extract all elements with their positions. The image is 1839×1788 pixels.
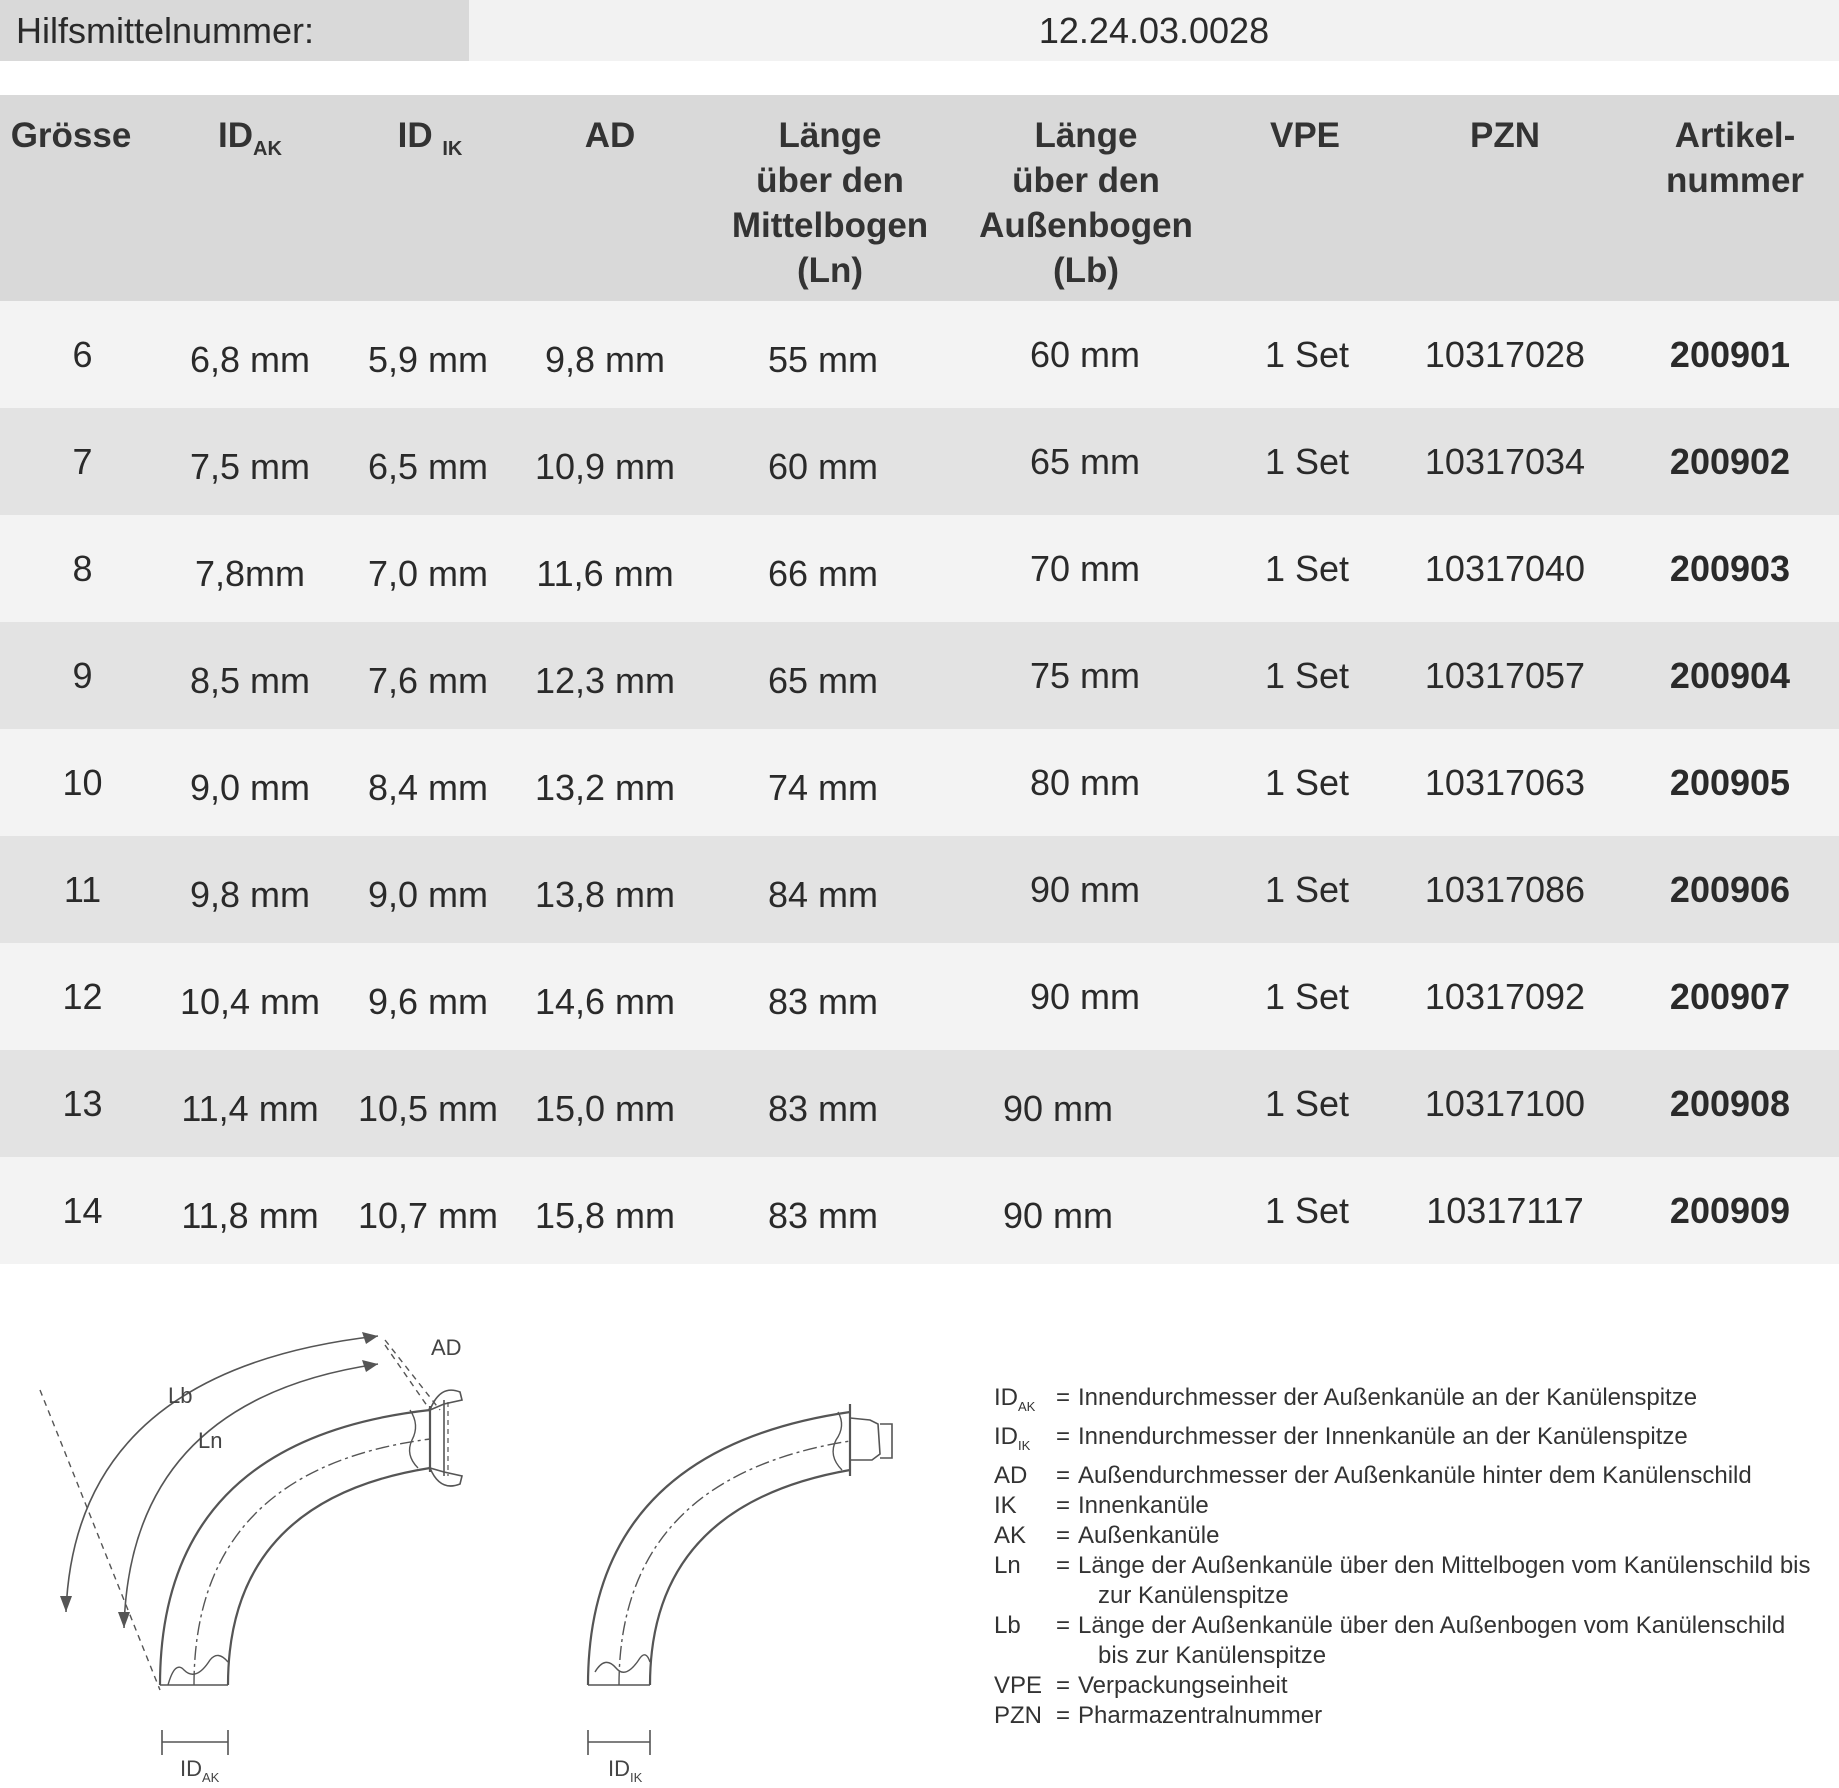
cell-id-ak: 7,5 mm [189, 446, 311, 487]
cell-size: 14 [62, 1190, 103, 1231]
label-ad: AD [431, 1335, 462, 1360]
legend-equals: = [1056, 1611, 1071, 1639]
cell-art: 200908 [1669, 1083, 1791, 1124]
inner-cannula-end [410, 1410, 418, 1468]
cell-ln: 55 mm [767, 339, 879, 380]
cell-lb: 60 mm [1029, 334, 1141, 375]
diagram-inner-cannula [560, 1300, 960, 1788]
header-vpe: VPE [1269, 116, 1341, 155]
lb-dimension-arc [66, 1336, 378, 1612]
cell-lb: 90 mm [1002, 1195, 1114, 1236]
cannula-inner-arc [228, 1468, 430, 1685]
cell-id-ak: 7,8mm [194, 553, 306, 594]
table-row [0, 408, 1839, 515]
cell-ln: 84 mm [767, 874, 879, 915]
legend-abbr: AD [994, 1461, 1028, 1489]
ad-extension-line [385, 1345, 430, 1410]
cell-pzn: 10317063 [1424, 762, 1586, 803]
legend-item [994, 1491, 1838, 1521]
cell-lb: 80 mm [1029, 762, 1141, 803]
ln-dimension-arc [124, 1364, 378, 1628]
cell-id-ik: 7,6 mm [367, 660, 489, 701]
table-row [0, 622, 1839, 729]
cell-size: 11 [63, 869, 102, 910]
cell-lb: 90 mm [1029, 976, 1141, 1017]
header-id-ak: $ID_{AK}$ [218, 116, 282, 160]
cell-pzn: 10317040 [1424, 548, 1586, 589]
label-id-ak: $ID_{AK}$ [180, 1756, 220, 1785]
cell-ad: 11,6 mm [536, 553, 674, 594]
cell-ad: 15,8 mm [534, 1195, 676, 1236]
cell-size: 6 [72, 334, 93, 375]
cell-ln: 83 mm [767, 981, 879, 1022]
cell-vpe: 1 Set [1264, 334, 1350, 375]
cell-id-ik: 7,0 mm [367, 553, 489, 594]
cell-ln: 65 mm [767, 660, 879, 701]
legend-item [994, 1383, 1838, 1422]
cell-ln: 66 mm [767, 553, 879, 594]
cell-art: 200901 [1669, 334, 1791, 375]
inner-cannula-tip [168, 1655, 228, 1685]
cell-id-ik: 8,4 mm [367, 767, 489, 808]
legend-abbr: PZN [994, 1701, 1042, 1729]
arrow-ln-start [118, 1612, 130, 1628]
cell-art: 200906 [1669, 869, 1791, 910]
cell-vpe: 1 Set [1264, 548, 1350, 589]
flange-top [430, 1390, 462, 1410]
cell-vpe: 1 Set [1264, 655, 1350, 696]
header-laenge-lb: Länge über den Außenbogen (Lb) [979, 116, 1193, 290]
legend-abbr: $ID_{AK}$ [994, 1384, 1036, 1414]
cell-ad: 15,0 mm [534, 1088, 676, 1129]
table-row [0, 943, 1839, 1050]
legend-item [994, 1422, 1838, 1461]
inner-end-wave [833, 1412, 842, 1470]
cell-id-ak: 11,4 mm [181, 1088, 319, 1129]
legend-abbr: VPE [994, 1671, 1043, 1699]
cell-id-ak: 10,4 mm [179, 981, 321, 1022]
cell-art: 200909 [1669, 1190, 1791, 1231]
hilfsmittel-number: 12.24.03.0028 [469, 0, 1839, 61]
inner-outer-arc [588, 1412, 850, 1685]
cell-ln: 74 mm [767, 767, 879, 808]
inner-cap [880, 1424, 892, 1458]
header-ad: AD [584, 116, 636, 155]
cell-id-ik: 10,5 mm [357, 1088, 499, 1129]
cell-id-ik: 9,6 mm [367, 981, 489, 1022]
cell-pzn: 10317100 [1424, 1083, 1586, 1124]
cell-id-ik: 5,9 mm [367, 339, 489, 380]
arrow-ln-end [362, 1360, 378, 1372]
legend-item [994, 1671, 1838, 1701]
cell-art: 200902 [1669, 441, 1791, 482]
cell-size: 13 [62, 1083, 103, 1124]
flange-bottom [430, 1468, 462, 1486]
inner-flange [850, 1418, 880, 1460]
legend-item [994, 1521, 1838, 1551]
cell-art: 200904 [1669, 655, 1791, 696]
cell-art: 200905 [1669, 762, 1791, 803]
cell-lb: 70 mm [1029, 548, 1141, 589]
table-row [0, 1157, 1839, 1264]
legend-equals: = [1056, 1461, 1071, 1489]
table-row [0, 836, 1839, 943]
legend-equals: = [1056, 1671, 1071, 1699]
cell-pzn: 10317092 [1424, 976, 1586, 1017]
abbreviation-legend [994, 1383, 1838, 1731]
legend-equals: = [1056, 1384, 1071, 1411]
legend-item [994, 1611, 1838, 1671]
cell-lb: 75 mm [1029, 655, 1141, 696]
legend-abbr: IK [994, 1491, 1017, 1519]
cell-size: 9 [72, 655, 93, 696]
legend-abbr: Ln [994, 1551, 1021, 1579]
legend-abbr: $ID_{IK}$ [994, 1422, 1031, 1453]
cell-id-ak: 9,8 mm [189, 874, 311, 915]
arrow-lb-end [362, 1332, 378, 1344]
cell-vpe: 1 Set [1264, 441, 1350, 482]
cell-ad: 13,2 mm [534, 767, 676, 808]
legend-definition: Außendurchmesser der Außenkanüle hinter dem Kanülenschild [1078, 1461, 1752, 1489]
cell-id-ik: 10,7 mm [357, 1195, 499, 1236]
cell-id-ak: 8,5 mm [189, 660, 311, 701]
cell-size: 12 [62, 976, 103, 1017]
legend-definition: Innendurchmesser der Außenkanüle an der Kanülenspitze [1078, 1384, 1698, 1411]
label-ln: Ln [198, 1428, 223, 1453]
cell-ln: 83 mm [767, 1088, 879, 1129]
cell-ln: 83 mm [767, 1195, 879, 1236]
cell-vpe: 1 Set [1264, 762, 1350, 803]
cell-vpe: 1 Set [1264, 976, 1350, 1017]
cell-art: 200907 [1669, 976, 1791, 1017]
hilfsmittel-bar [0, 0, 1839, 61]
cell-id-ak: 11,8 mm [181, 1195, 319, 1236]
legend-item [994, 1701, 1838, 1731]
cell-vpe: 1 Set [1264, 1190, 1350, 1231]
legend-equals: = [1056, 1551, 1071, 1579]
cell-lb: 65 mm [1029, 441, 1141, 482]
table-row [0, 729, 1839, 836]
legend-definition: Länge der Außenkanüle über den Außenbogen vom Kanülenschild bis zur Kanülenspitze [1078, 1611, 1786, 1669]
arrow-lb-start [60, 1596, 72, 1612]
product-table [0, 95, 1839, 1264]
legend-abbr: AK [994, 1521, 1027, 1549]
header-pzn: PZN [1470, 116, 1540, 155]
hilfsmittel-label: Hilfsmittelnummer: [0, 0, 469, 61]
cell-ad: 9,8 mm [544, 339, 666, 380]
legend-definition: Pharmazentralnummer [1078, 1701, 1323, 1729]
table-body [0, 301, 1839, 1264]
legend-equals: = [1056, 1422, 1071, 1450]
legend-item [994, 1461, 1838, 1491]
cell-size: 7 [72, 441, 93, 482]
cell-pzn: 10317086 [1424, 869, 1586, 910]
cell-ln: 60 mm [767, 446, 879, 487]
cell-size: 8 [72, 548, 93, 589]
cell-vpe: 1 Set [1264, 1083, 1350, 1124]
cell-art: 200903 [1669, 548, 1791, 589]
cell-vpe: 1 Set [1264, 869, 1350, 910]
cell-ad: 10,9 mm [534, 446, 676, 487]
legend-definition: Innenkanüle [1078, 1491, 1209, 1519]
cell-id-ik: 9,0 mm [367, 874, 489, 915]
cell-id-ak: 6,8 mm [189, 339, 311, 380]
cell-lb: 90 mm [1002, 1088, 1114, 1129]
cell-id-ik: 6,5 mm [367, 446, 489, 487]
header-laenge-ln: Länge über den Mittelbogen (Ln) [731, 116, 929, 290]
label-id-ik: $ID_{IK}$ [608, 1756, 643, 1785]
cell-ad: 14,6 mm [534, 981, 676, 1022]
cell-pzn: 10317057 [1424, 655, 1586, 696]
legend-abbr: Lb [994, 1611, 1021, 1639]
cell-lb: 90 mm [1029, 869, 1141, 910]
cell-id-ak: 9,0 mm [189, 767, 311, 808]
cell-pzn: 10317034 [1424, 441, 1586, 482]
label-lb: Lb [168, 1383, 193, 1408]
cell-size: 10 [62, 762, 103, 803]
cell-pzn: 10317117 [1426, 1190, 1584, 1231]
table-header [0, 95, 1839, 301]
inner-tip-wave [595, 1655, 650, 1672]
table-row [0, 515, 1839, 622]
legend-definition: Innendurchmesser der Innenkanüle an der Kanülenspitze [1078, 1422, 1688, 1450]
cell-ad: 12,3 mm [534, 660, 676, 701]
cell-ad: 13,8 mm [534, 874, 676, 915]
header-id-ik: ID $_{IK}$ [397, 116, 463, 160]
header-artikelnummer: Artikel- nummer [1665, 116, 1805, 200]
table-row [0, 301, 1839, 408]
legend-equals: = [1056, 1701, 1071, 1729]
lb-extension-line-tip [40, 1390, 160, 1690]
legend-definition: Länge der Außenkanüle über den Mittelbogen vom Kanülenschild bis zur Kanülenspitze [1078, 1551, 1811, 1609]
header-groesse: Grösse [10, 116, 132, 155]
table-row [0, 1050, 1839, 1157]
cell-pzn: 10317028 [1424, 334, 1586, 375]
legend-equals: = [1056, 1521, 1071, 1549]
legend-item [994, 1551, 1838, 1611]
inner-inner-arc [650, 1470, 850, 1685]
legend-definition: Außenkanüle [1078, 1521, 1220, 1549]
legend-definition: Verpackungseinheit [1078, 1671, 1288, 1699]
legend-equals: = [1056, 1491, 1071, 1519]
diagram-outer-cannula [0, 1300, 520, 1788]
